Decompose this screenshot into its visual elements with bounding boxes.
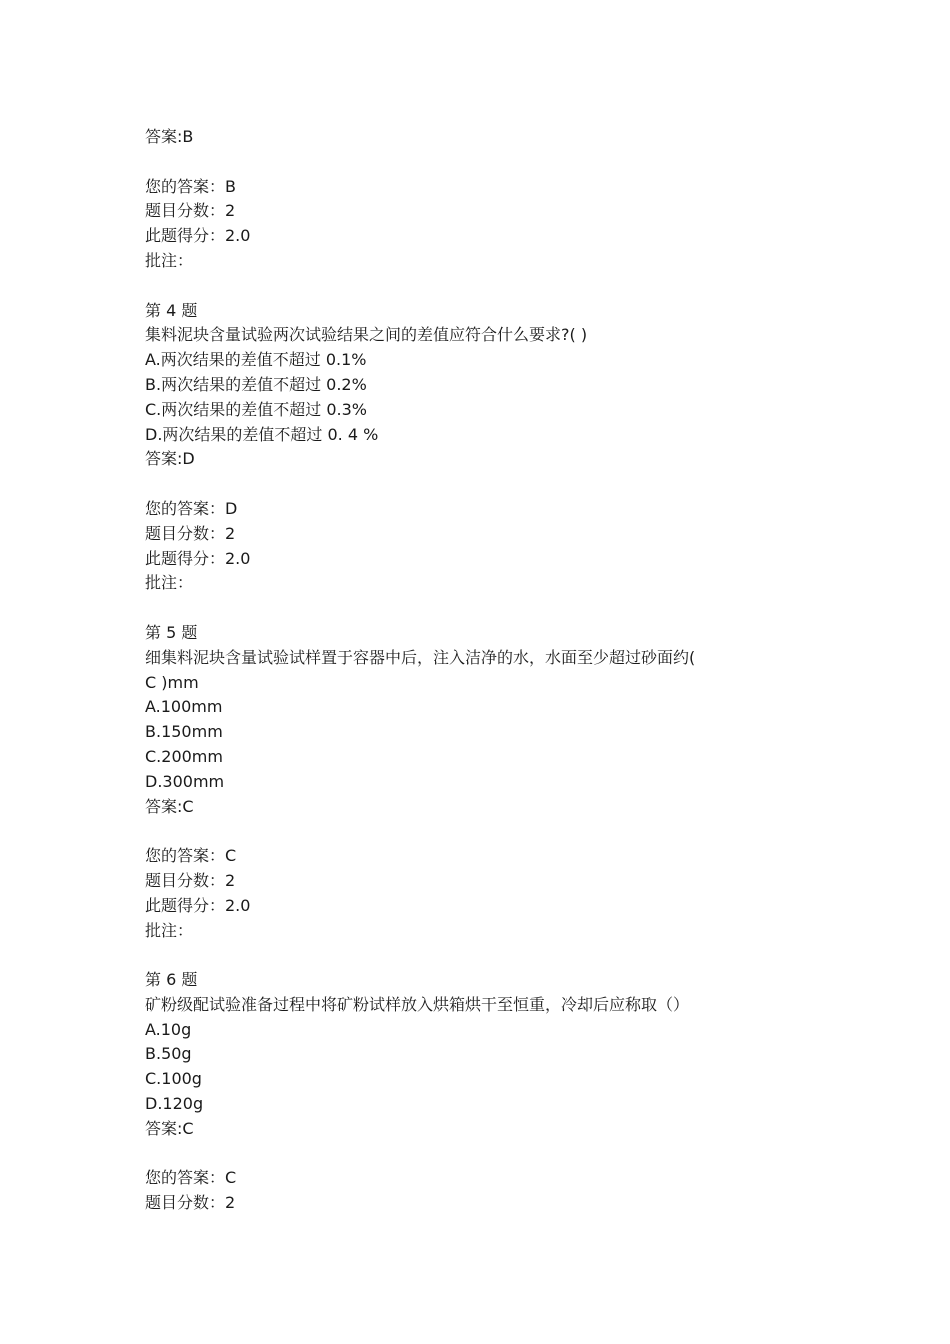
q5-question-line2: C )mm xyxy=(145,672,199,692)
spacer xyxy=(145,472,825,497)
q5-option-b: B.150mm xyxy=(145,722,223,742)
q4-option-a: A.两次结果的差值不超过 0.1% xyxy=(145,350,367,370)
q6-option-c: C.100g xyxy=(145,1069,202,1089)
q5-your-answer: 您的答案：C xyxy=(145,846,237,866)
q4-answer: 答案:D xyxy=(145,449,195,469)
q5-answer: 答案:C xyxy=(145,796,194,816)
spacer xyxy=(145,596,825,621)
q5-earned: 此题得分：2.0 xyxy=(145,895,251,915)
q5-title: 第 5 题 xyxy=(145,622,198,642)
q4-earned: 此题得分：2.0 xyxy=(145,548,251,568)
spacer xyxy=(145,1142,825,1167)
spacer xyxy=(145,943,825,968)
q4-title: 第 4 题 xyxy=(145,300,198,320)
q4-question: 集料泥块含量试验两次试验结果之间的差值应符合什么要求?( ) xyxy=(145,325,588,345)
q5-score: 题目分数：2 xyxy=(145,870,236,890)
q5-option-c: C.200mm xyxy=(145,746,223,766)
q4-score: 题目分数：2 xyxy=(145,523,236,543)
spacer xyxy=(145,819,825,844)
q3-earned: 此题得分：2.0 xyxy=(145,226,251,246)
spacer xyxy=(145,150,825,175)
q4-option-d: D.两次结果的差值不超过 0. 4 % xyxy=(145,424,379,444)
q6-your-answer: 您的答案：C xyxy=(145,1168,237,1188)
q6-answer: 答案:C xyxy=(145,1118,194,1138)
q5-option-d: D.300mm xyxy=(145,771,225,791)
q6-question: 矿粉级配试验准备过程中将矿粉试样放入烘箱烘干至恒重，冷却后应称取（） xyxy=(145,994,690,1014)
q4-option-c: C.两次结果的差值不超过 0.3% xyxy=(145,399,367,419)
q6-score: 题目分数：2 xyxy=(145,1193,236,1213)
q5-comment: 批注： xyxy=(145,920,194,940)
q6-option-d: D.120g xyxy=(145,1094,204,1114)
document-page xyxy=(145,125,825,1216)
q6-option-b: B.50g xyxy=(145,1044,192,1064)
spacer xyxy=(145,274,825,299)
q4-comment: 批注： xyxy=(145,573,194,593)
q5-question-line1: 细集料泥块含量试验试样置于容器中后，注入洁净的水，水面至少超过砂面约( xyxy=(145,647,696,667)
q3-score: 题目分数：2 xyxy=(145,201,236,221)
q6-title: 第 6 题 xyxy=(145,970,198,990)
q3-your-answer: 您的答案：B xyxy=(145,176,236,196)
q6-option-a: A.10g xyxy=(145,1019,192,1039)
q5-option-a: A.100mm xyxy=(145,697,223,717)
q4-your-answer: 您的答案：D xyxy=(145,498,238,518)
q4-option-b: B.两次结果的差值不超过 0.2% xyxy=(145,374,367,394)
q3-comment: 批注： xyxy=(145,250,194,270)
q3-answer: 答案:B xyxy=(145,127,194,146)
